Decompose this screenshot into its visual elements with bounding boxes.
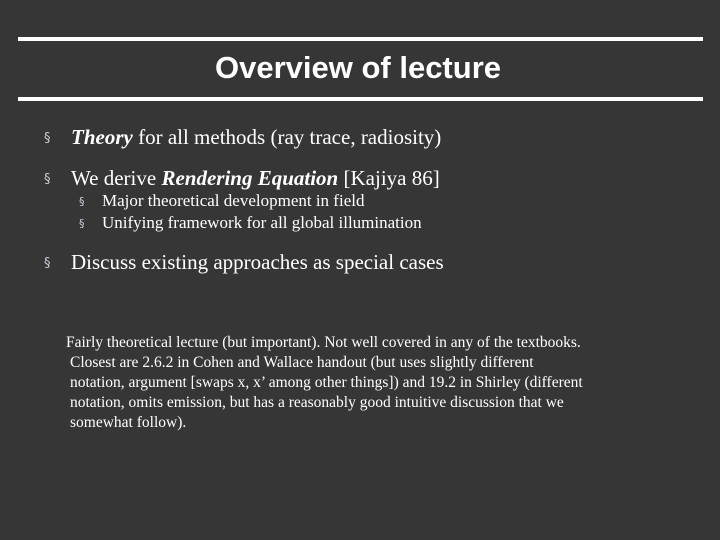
slide-title: Overview of lecture: [214, 50, 501, 85]
bullet-prefix: We derive: [71, 166, 162, 190]
notes-line: Fairly theoretical lecture (but important). Not well covered in any of the textbooks.: [66, 334, 581, 351]
subbullet-unifying-framework: [79, 212, 422, 235]
bullet-emphasis: Theory: [71, 125, 133, 149]
notes-line: notation, omits emission, but has a reasonably good intuitive discussion that we: [70, 394, 564, 411]
bullet-marker-icon: §: [44, 256, 51, 271]
notes-line: Closest are 2.6.2 in Cohen and Wallace handout (but uses slightly different: [70, 354, 534, 371]
subbullet-marker-icon: §: [79, 195, 85, 208]
subbullet-marker-icon: §: [79, 217, 85, 230]
bullet-theory: [44, 124, 441, 152]
bullet-text: for all methods (ray trace, radiosity): [132, 125, 442, 149]
bullet-marker-icon: §: [44, 172, 51, 187]
subbullet-text: Major theoretical development in field: [102, 191, 365, 210]
bullet-marker-icon: §: [44, 131, 51, 146]
notes-line: somewhat follow).: [70, 414, 187, 431]
bullet-special-cases: [44, 249, 444, 277]
title-top-rule: [18, 37, 703, 41]
bullet-text: Discuss existing approaches as special cases: [71, 250, 444, 274]
bullet-emphasis: Rendering Equation: [161, 166, 339, 190]
bullet-suffix: [Kajiya 86]: [338, 166, 440, 190]
bullet-rendering-equation: [44, 165, 440, 193]
subbullet-major-development: [79, 190, 364, 213]
notes-line: notation, argument [swaps x, x’ among other things]) and 19.2 in Shirley (different: [70, 374, 583, 391]
title-bottom-rule: [18, 97, 703, 101]
speaker-notes: [66, 333, 686, 433]
subbullet-text: Unifying framework for all global illumination: [102, 213, 422, 232]
